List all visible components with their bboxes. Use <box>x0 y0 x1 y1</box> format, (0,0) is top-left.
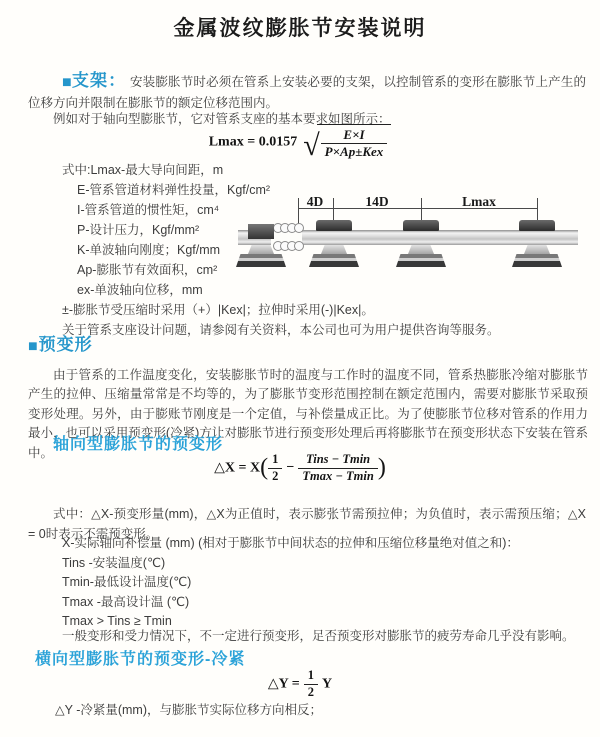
axial-formula-explanation: 式中：△X-预变形量(mm)，△X为正值时，表示膨张节需预拉伸；为负值时，表示需预压缩；△X = 0时表示不需预变形。 <box>28 506 586 541</box>
predeform-paragraph: 由于管系的工作温度变化，安装膨胀节时的温度与工作时的温度不同，管系热膨胀冷缩对膨胀节产生的拉伸、压缩量常常是不均等的，为了膨胀节变形范围控制在额定范围内，需要对膨胀节采取预变形处理。另外，由于膨账节刚度是一个定值，与补偿量成正比。为了使膨胀节位移对管系的作用力最小，也可以采用预变形(冷紧)方让对膨胀节进行预变形处理后再将膨胀节在预变形状态下安装在管系中。 <box>28 367 588 460</box>
section-square-icon: ■ <box>28 338 39 355</box>
temperature-fraction: $\frac{\text{Tins − Tmin}}{Tmax - Tmin}$ <box>298 452 377 484</box>
lateral-note: △Y -冷紧量(mm)，与膨胀节实际位移方向相反； <box>55 703 323 717</box>
radical-sign: √ $\frac{E\times I}{\text{P×Ap±Kex}}$ <box>297 124 391 161</box>
lateral-formula-lhs: △Y = <box>267 676 300 692</box>
support-base <box>396 254 446 267</box>
support-pedestal <box>321 245 347 254</box>
def-item-i: I-管系管道的惯性矩，cm⁴ <box>77 203 220 217</box>
def-item-k: K-单波轴向刚度；Kgf/mm <box>77 243 221 257</box>
def-item-e: E-管系管道材料弹性投量，Kgf/cm² <box>77 183 271 197</box>
one-half-fraction: $\frac{1}{2}$ <box>268 452 282 484</box>
support-pedestal <box>524 245 550 254</box>
axial-def-tmax: Tmax -最高设计温 (℃) <box>62 594 190 609</box>
axial-formula-lhs: △X = X <box>214 460 261 476</box>
axial-subheading: 轴向型膨胀节的预变形 <box>53 436 224 453</box>
def-item-ap: Ap-膨胀节有效面积，cm² <box>77 263 218 277</box>
right-paren: ) <box>377 454 386 481</box>
support-consult-note: 关于管系支座设计问题，请参阅有关资料，本公司也可为用户提供咨询等服务。 <box>62 323 500 337</box>
axial-def-tmin: Tmin-最低设计温度(℃) <box>62 575 192 589</box>
def-item-ex: ex-单波轴向位移，mm <box>77 283 203 297</box>
axial-note: 一般变形和受力情况下，不一定进行预变形，足否预变形对膨胀节的疲劳寿命几乎没有影响。 <box>62 629 575 643</box>
lmax-formula-denominator: P×Ap±Kex <box>324 144 384 160</box>
axial-def-x: X-实际轴向补偿量 (mm) (相对于膨胀节中间状态的拉伸和压缩位移量绝对值之和)： <box>62 536 519 550</box>
lmax-formula-lhs: Lmax = 0.0157 <box>208 134 298 150</box>
dim-label-14d: 14D <box>365 194 389 209</box>
support-clamp <box>519 220 555 231</box>
axial-definition-list <box>62 534 519 632</box>
page-title: 金属波纹膨胀节安装说明 <box>173 17 427 40</box>
lmax-formula-numerator: E×I <box>321 127 388 144</box>
axial-def-tins: Tins -安装温度(℃) <box>62 555 166 570</box>
def-item-p: P-设计压力，Kgf/mm² <box>77 223 200 237</box>
lateral-subheading: 横向型膨胀节的预变形-冷紧 <box>35 651 246 668</box>
support-intro-text: 安装膨胀节时必须在管系上安装必要的支架，以控制管系的变形在膨胀节上产生的位移方向并限制在膨胀节的额定位移范围内。 <box>28 74 586 110</box>
lateral-formula <box>0 668 600 700</box>
anchor-pedestal <box>248 245 274 254</box>
lateral-formula-rhs: Y <box>321 676 333 692</box>
pipe-support-diagram <box>238 196 592 288</box>
minus-sign: − <box>286 460 295 476</box>
defs-intro-line: 式中:Lmax-最大导向间距，m <box>62 163 224 177</box>
anchor-clamp <box>248 224 274 239</box>
support-section-heading: 支架： <box>71 70 127 90</box>
bellows-coil <box>294 223 304 233</box>
def-item-plusminus: ±-膨胀节受压缩时采用（+）|Kex|；拉伸时采用(-)|Kex|。 <box>62 303 374 317</box>
axial-formula <box>0 452 600 484</box>
predeform-section-heading: ■预变形 <box>28 335 93 355</box>
left-paren: ( <box>260 454 269 481</box>
lmax-formula <box>0 124 600 161</box>
support-section-paragraph <box>28 70 586 114</box>
axial-temp-relation: Tmax > Tins ≥ Tmin <box>62 614 172 628</box>
support-base <box>309 254 359 267</box>
support-base <box>512 254 562 267</box>
anchor-base <box>236 254 286 267</box>
section-square-icon: ■ <box>62 73 72 91</box>
support-clamp <box>403 220 439 231</box>
dim-label-lmax: Lmax <box>462 194 496 209</box>
support-example-line: 例如对于轴向型膨胀节，它对管系支座的基本要求如图所示： <box>53 111 391 126</box>
dim-label-4d: 4D <box>306 194 324 209</box>
support-pedestal <box>408 245 434 254</box>
one-half-fraction: $\frac{1}{2}$ <box>304 668 318 700</box>
support-clamp <box>316 220 352 231</box>
bellows-coil <box>294 241 304 251</box>
